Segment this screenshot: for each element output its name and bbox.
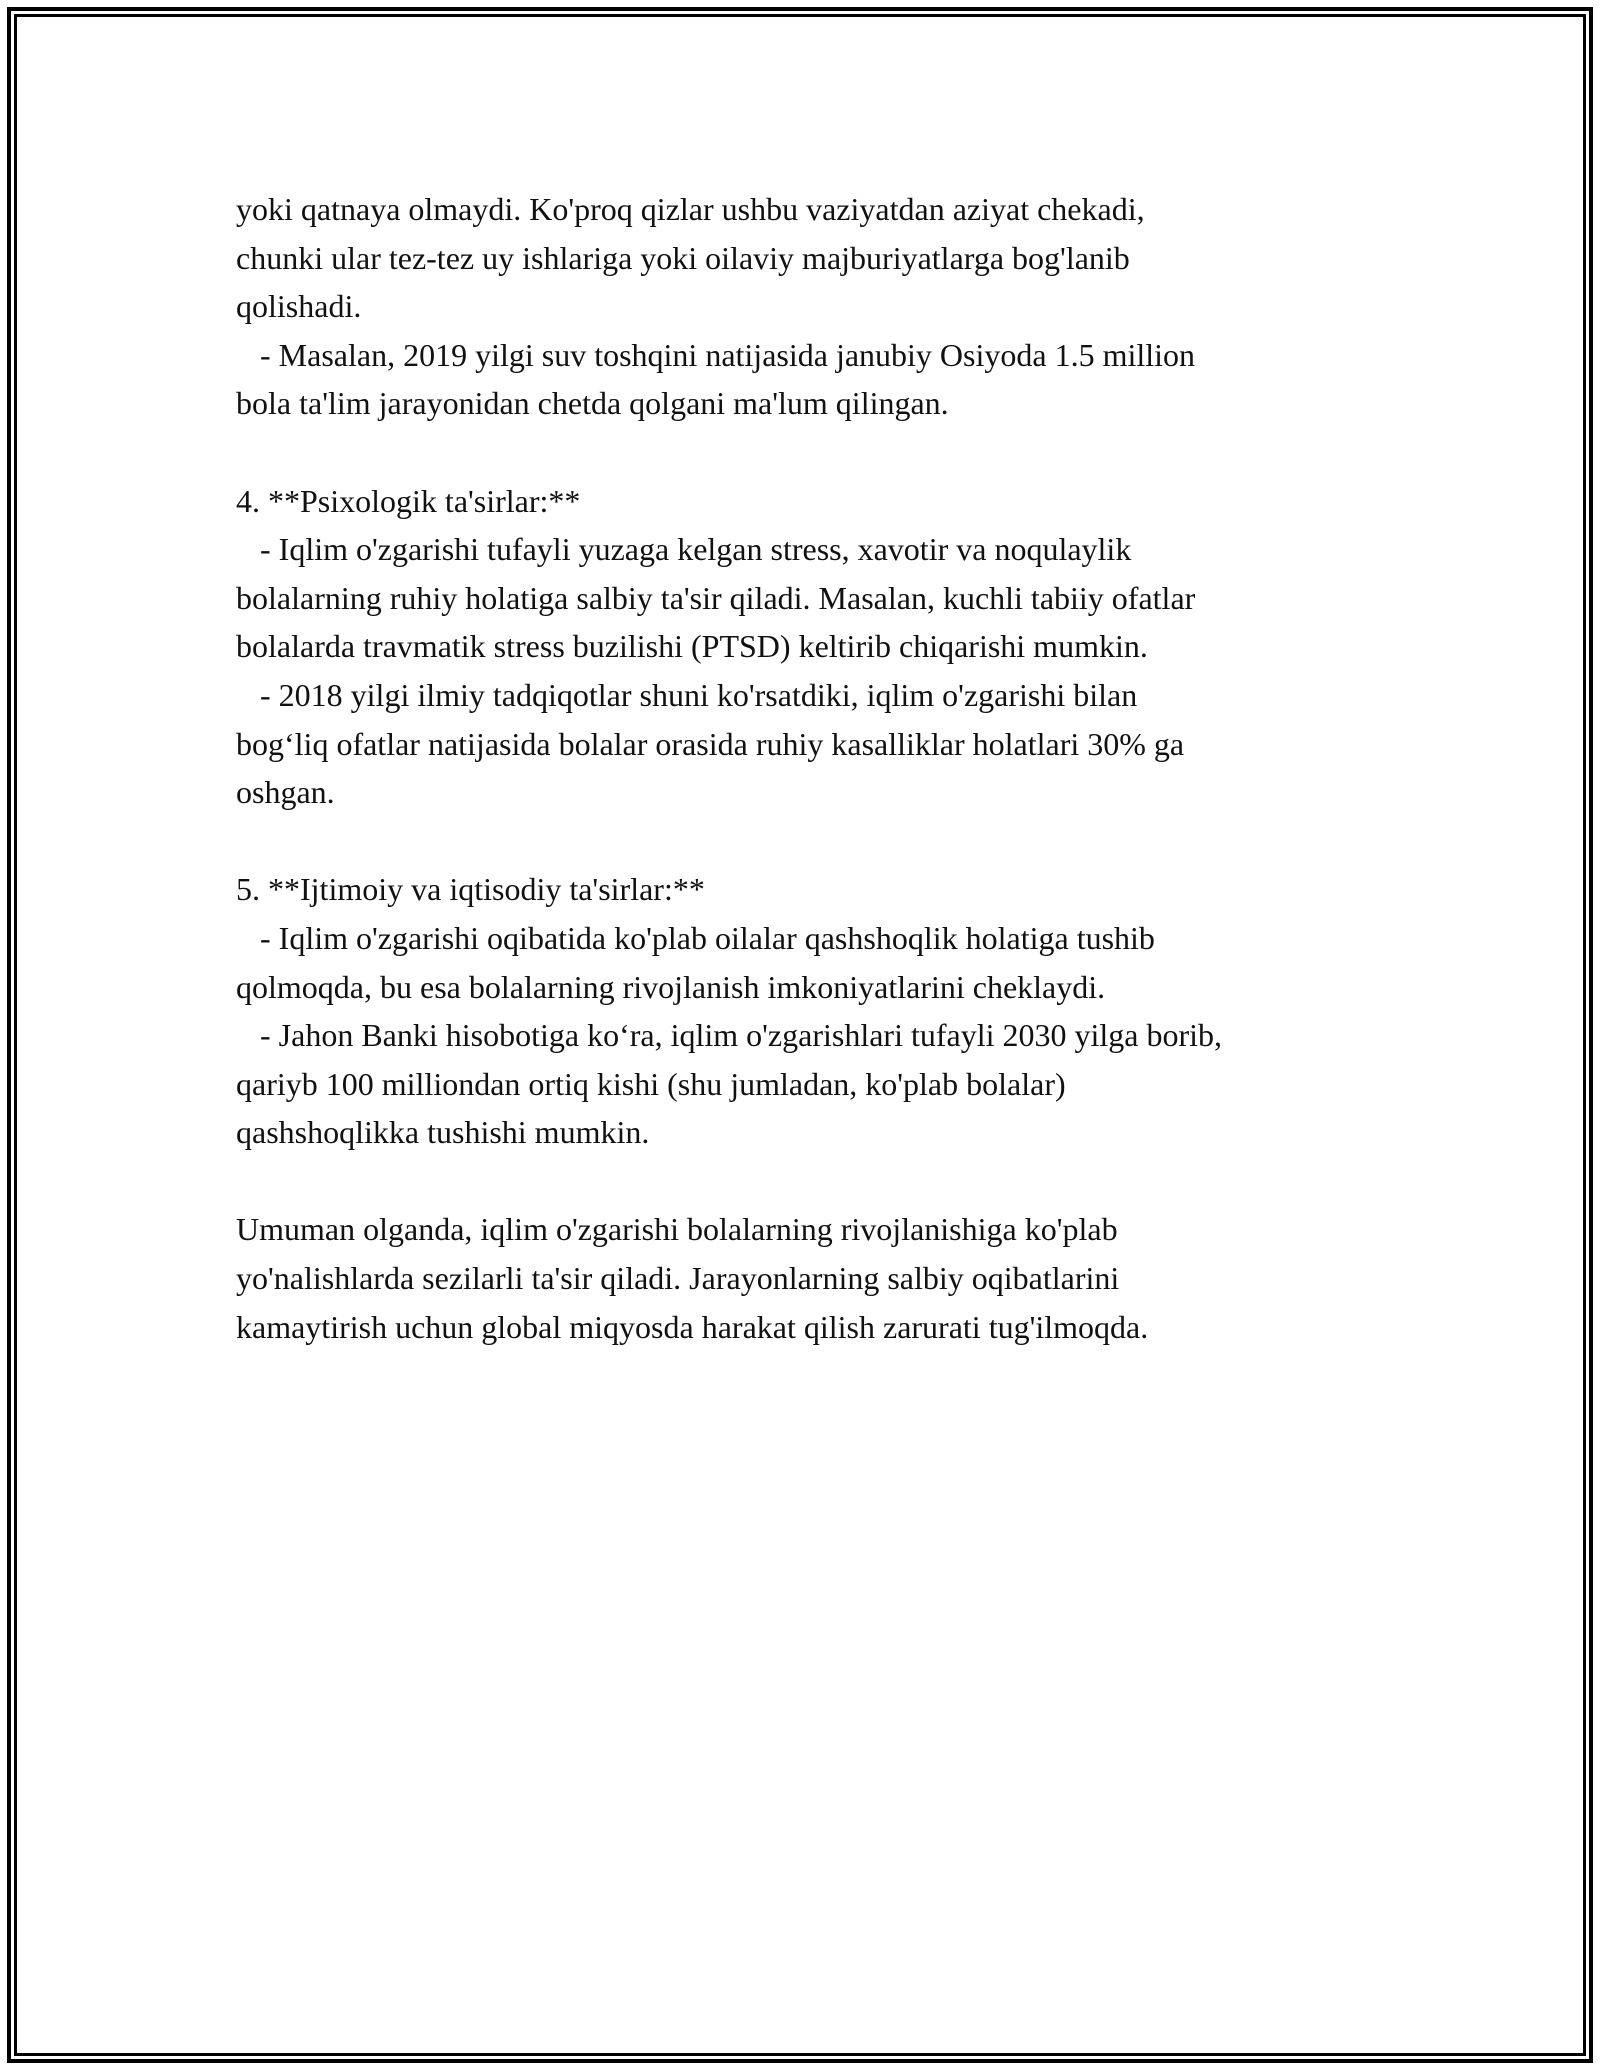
document-body [236,185,1386,1351]
text-line: - Jahon Banki hisobotiga ko‘ra, iqlim o'zgarishlari tufayli 2030 yilga borib, [236,1017,1223,1054]
text-line: - Iqlim o'zgarishi oqibatida ko'plab oilalar qashshoqlik holatiga tushib [236,919,1155,956]
blank-line [236,1157,1386,1206]
text-line: yoki qatnaya olmaydi. Ko'proq qizlar ushbu vaziyatdan aziyat chekadi, [236,191,1145,227]
conclusion-line: Umuman olganda, iqlim o'zgarishi bolalarning rivojlanishiga ko'plab [236,1211,1118,1248]
text-line: bolalarning ruhiy holatiga salbiy ta'sir qiladi. Masalan, kuchli tabiiy ofatlar [236,579,1196,616]
text-line: bolalarda travmatik stress buzilishi (PTSD) keltirib chiqarishi mumkin. [236,628,1148,665]
text-line: qolmoqda, bu esa bolalarning rivojlanish imkoniyatlarini cheklaydi. [236,968,1106,1005]
text-line: chunki ular tez-tez uy ishlariga yoki oilaviy majburiyatlarga bog'lanib [236,239,1130,276]
text-line: oshgan. [236,774,335,811]
text-line: bola ta'lim jarayonidan chetda qolgani ma'lum qilingan. [236,385,949,422]
text-line: - Masalan, 2019 yilgi suv toshqini natijasida janubiy Osiyoda 1.5 million [236,336,1196,373]
text-line: qariyb 100 milliondan ortiq kishi (shu jumladan, ko'plab bolalar) [236,1065,1066,1102]
text-line: bog‘liq ofatlar natijasida bolalar orasida ruhiy kasalliklar holatlari 30% ga [236,725,1185,762]
section-heading-4: 4. **Psixologik ta'sirlar:** [236,482,581,519]
text-line: qolishadi. [236,288,362,325]
blank-line [236,817,1386,866]
blank-line [236,428,1386,477]
section-heading-5: 5. **Ijtimoiy va iqtisodiy ta'sirlar:** [236,871,705,908]
conclusion-line: kamaytirish uchun global miqyosda harakat qilish zarurati tug'ilmoqda. [236,1308,1149,1345]
text-line: - 2018 yilgi ilmiy tadqiqotlar shuni ko'rsatdiki, iqlim o'zgarishi bilan [236,676,1138,713]
text-line: qashshoqlikka tushishi mumkin. [236,1114,650,1151]
text-line: - Iqlim o'zgarishi tufayli yuzaga kelgan stress, xavotir va noqulaylik [236,531,1132,568]
conclusion-line: yo'nalishlarda sezilarli ta'sir qiladi. Jarayonlarning salbiy oqibatlarini [236,1260,1120,1297]
